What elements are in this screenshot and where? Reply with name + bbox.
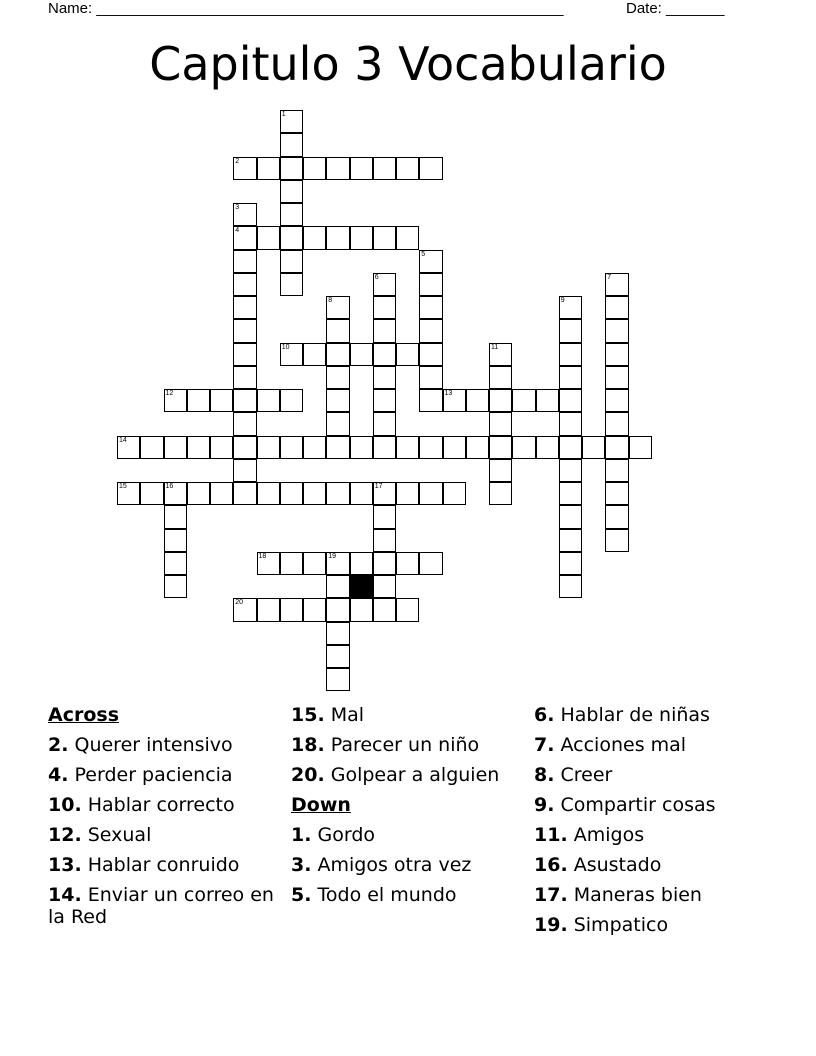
grid-cell[interactable] bbox=[582, 436, 605, 459]
grid-cell[interactable] bbox=[233, 157, 256, 180]
grid-cell[interactable] bbox=[419, 552, 442, 575]
grid-cell[interactable] bbox=[257, 157, 280, 180]
grid-cell[interactable] bbox=[140, 436, 163, 459]
grid-cell[interactable] bbox=[559, 319, 582, 342]
clue-text: Golpear a alguien bbox=[330, 764, 500, 786]
grid-cell[interactable] bbox=[233, 436, 256, 459]
grid-cell[interactable] bbox=[187, 436, 210, 459]
grid-cell[interactable] bbox=[350, 436, 373, 459]
grid-cell[interactable] bbox=[559, 366, 582, 389]
clue-column-3 bbox=[534, 704, 784, 944]
cell-number: 8 bbox=[328, 297, 333, 304]
grid-cell[interactable] bbox=[257, 482, 280, 505]
grid-cell[interactable] bbox=[489, 343, 512, 366]
grid-cell[interactable] bbox=[373, 598, 396, 621]
grid-cell[interactable] bbox=[233, 482, 256, 505]
grid-cell[interactable] bbox=[257, 226, 280, 249]
clue-number: 2. bbox=[48, 734, 69, 756]
grid-cell[interactable] bbox=[257, 436, 280, 459]
clue-text: Querer intensivo bbox=[74, 734, 233, 756]
grid-cell[interactable] bbox=[605, 366, 628, 389]
grid-cell[interactable] bbox=[605, 505, 628, 528]
grid-cell[interactable] bbox=[559, 552, 582, 575]
clue-number: 5. bbox=[291, 884, 312, 906]
grid-cell[interactable] bbox=[489, 389, 512, 412]
clue-text: Maneras bien bbox=[573, 884, 702, 906]
cell-number: 5 bbox=[421, 250, 426, 258]
clue-number: 18. bbox=[291, 734, 325, 756]
grid-cell[interactable] bbox=[257, 389, 280, 412]
grid-cell[interactable] bbox=[326, 482, 349, 505]
clue-column-1 bbox=[48, 704, 278, 936]
grid-cell[interactable] bbox=[280, 552, 303, 575]
grid-cell[interactable] bbox=[326, 622, 349, 645]
down-clue-11 bbox=[534, 824, 784, 846]
clue-text: Compartir cosas bbox=[560, 794, 716, 816]
clue-text: Sexual bbox=[87, 824, 152, 846]
clue-number: 4. bbox=[48, 764, 69, 786]
grid-cell[interactable] bbox=[512, 436, 535, 459]
grid-cell[interactable] bbox=[419, 157, 442, 180]
grid-cell[interactable] bbox=[326, 366, 349, 389]
grid-cell[interactable] bbox=[303, 157, 326, 180]
cell-number: 3 bbox=[235, 204, 240, 211]
down-clue-17 bbox=[534, 884, 784, 906]
grid-cell[interactable] bbox=[164, 529, 187, 552]
grid-cell[interactable] bbox=[419, 389, 442, 412]
grid-cell[interactable] bbox=[210, 436, 233, 459]
across-heading: Across bbox=[48, 704, 120, 726]
grid-cell[interactable] bbox=[443, 482, 466, 505]
grid-cell[interactable] bbox=[373, 482, 396, 505]
grid-cell[interactable] bbox=[326, 598, 349, 621]
grid-cell[interactable] bbox=[443, 436, 466, 459]
grid-cell[interactable] bbox=[303, 343, 326, 366]
grid-cell[interactable] bbox=[373, 412, 396, 435]
clue-number: 20. bbox=[291, 764, 325, 786]
clue-text: Hablar correcto bbox=[87, 794, 235, 816]
across-clue-10 bbox=[48, 794, 278, 816]
cell-number: 14 bbox=[119, 436, 127, 444]
grid-cell[interactable] bbox=[280, 273, 303, 296]
grid-cell[interactable] bbox=[233, 598, 256, 621]
grid-cell[interactable] bbox=[280, 343, 303, 366]
page-title: Capitulo 3 Vocabulario bbox=[149, 37, 667, 91]
grid-cell[interactable] bbox=[536, 436, 559, 459]
grid-cell[interactable] bbox=[396, 436, 419, 459]
clue-number: 6. bbox=[534, 704, 555, 726]
clue-text: Enviar un correo en la Red bbox=[48, 884, 274, 928]
cell-number: 19 bbox=[328, 552, 337, 560]
grid-cell[interactable] bbox=[419, 343, 442, 366]
grid-cell[interactable] bbox=[559, 296, 582, 319]
across-clue-13 bbox=[48, 854, 278, 876]
date-field-label[interactable]: Date: _______ bbox=[626, 0, 725, 17]
clue-text: Parecer un niño bbox=[330, 734, 480, 756]
grid-cell[interactable] bbox=[559, 482, 582, 505]
grid-cell[interactable] bbox=[629, 436, 652, 459]
down-clue-3 bbox=[291, 854, 521, 876]
clue-text: Acciones mal bbox=[560, 734, 687, 756]
grid-cell[interactable] bbox=[489, 412, 512, 435]
grid-cell[interactable] bbox=[373, 319, 396, 342]
grid-cell[interactable] bbox=[280, 250, 303, 273]
grid-cell[interactable] bbox=[559, 529, 582, 552]
grid-cell[interactable] bbox=[489, 436, 512, 459]
grid-cell[interactable] bbox=[350, 552, 373, 575]
grid-cell[interactable] bbox=[164, 436, 187, 459]
grid-cell[interactable] bbox=[419, 366, 442, 389]
clue-text: Creer bbox=[560, 764, 613, 786]
grid-cell[interactable] bbox=[605, 389, 628, 412]
grid-cell[interactable] bbox=[419, 273, 442, 296]
grid-cell[interactable] bbox=[605, 459, 628, 482]
grid-cell[interactable] bbox=[419, 296, 442, 319]
grid-cell[interactable] bbox=[233, 389, 256, 412]
grid-cell[interactable] bbox=[280, 436, 303, 459]
grid-cell[interactable] bbox=[280, 389, 303, 412]
clue-text: Mal bbox=[330, 704, 365, 726]
clue-text: Amigos bbox=[573, 824, 645, 846]
cell-number: 18 bbox=[258, 552, 267, 560]
clue-number: 10. bbox=[48, 794, 82, 816]
grid-cell[interactable] bbox=[396, 157, 419, 180]
grid-cell[interactable] bbox=[605, 296, 628, 319]
grid-cell[interactable] bbox=[303, 552, 326, 575]
grid-cell[interactable] bbox=[605, 319, 628, 342]
grid-cell[interactable] bbox=[326, 436, 349, 459]
grid-cell[interactable] bbox=[605, 273, 628, 296]
grid-cell[interactable] bbox=[350, 343, 373, 366]
grid-cell[interactable] bbox=[233, 203, 256, 226]
grid-cell[interactable] bbox=[233, 459, 256, 482]
grid-cell[interactable] bbox=[280, 226, 303, 249]
grid-cell[interactable] bbox=[350, 482, 373, 505]
grid-cell[interactable] bbox=[257, 598, 280, 621]
grid-cell[interactable] bbox=[326, 389, 349, 412]
grid-cell[interactable] bbox=[605, 436, 628, 459]
clue-text: Hablar de niñas bbox=[560, 704, 710, 726]
grid-cell[interactable] bbox=[419, 482, 442, 505]
grid-cell[interactable] bbox=[605, 343, 628, 366]
grid-cell[interactable] bbox=[280, 482, 303, 505]
grid-cell[interactable] bbox=[210, 389, 233, 412]
cell-number: 17 bbox=[374, 483, 383, 490]
grid-cell[interactable] bbox=[373, 366, 396, 389]
cell-number: 4 bbox=[235, 227, 240, 235]
grid-cell[interactable] bbox=[326, 226, 349, 249]
clue-number: 12. bbox=[48, 824, 82, 846]
grid-cell[interactable] bbox=[326, 296, 349, 319]
grid-cell[interactable] bbox=[396, 552, 419, 575]
clue-number: 17. bbox=[534, 884, 568, 906]
down-clue-8 bbox=[534, 764, 784, 786]
grid-cell[interactable] bbox=[396, 598, 419, 621]
grid-cell[interactable] bbox=[210, 482, 233, 505]
across-clue-14 bbox=[48, 884, 278, 928]
clue-number: 15. bbox=[291, 704, 325, 726]
cell-number: 9 bbox=[560, 297, 565, 304]
grid-cell[interactable] bbox=[303, 226, 326, 249]
grid-cell[interactable] bbox=[164, 505, 187, 528]
cell-number: 13 bbox=[444, 390, 453, 397]
grid-cell[interactable] bbox=[419, 319, 442, 342]
grid-cell[interactable] bbox=[303, 482, 326, 505]
grid-cell[interactable] bbox=[326, 319, 349, 342]
cell-number: 6 bbox=[374, 273, 379, 281]
cell-number: 12 bbox=[165, 390, 174, 397]
grid-cell[interactable] bbox=[489, 482, 512, 505]
grid-cell[interactable] bbox=[466, 389, 489, 412]
grid-cell[interactable] bbox=[373, 273, 396, 296]
across-clue-20 bbox=[291, 764, 521, 786]
cell-number: 1 bbox=[281, 111, 286, 118]
blocked-cell bbox=[350, 575, 373, 598]
across-clue-18 bbox=[291, 734, 521, 756]
grid-cell[interactable] bbox=[257, 552, 280, 575]
across-clue-2 bbox=[48, 734, 278, 756]
grid-cell[interactable] bbox=[559, 436, 582, 459]
grid-cell[interactable] bbox=[326, 157, 349, 180]
grid-cell[interactable] bbox=[303, 598, 326, 621]
grid-cell[interactable] bbox=[233, 250, 256, 273]
clue-number: 14. bbox=[48, 884, 82, 906]
clue-number: 19. bbox=[534, 914, 568, 936]
grid-cell[interactable] bbox=[164, 575, 187, 598]
clue-number: 9. bbox=[534, 794, 555, 816]
clue-text: Gordo bbox=[317, 824, 376, 846]
grid-cell[interactable] bbox=[373, 157, 396, 180]
grid-cell[interactable] bbox=[187, 389, 210, 412]
grid-cell[interactable] bbox=[373, 505, 396, 528]
grid-cell[interactable] bbox=[233, 296, 256, 319]
clue-number: 11. bbox=[534, 824, 568, 846]
name-field-label[interactable]: Name: ________________________________________________________ bbox=[48, 0, 564, 17]
grid-cell[interactable] bbox=[373, 226, 396, 249]
grid-cell[interactable] bbox=[233, 343, 256, 366]
clue-text: Perder paciencia bbox=[74, 764, 233, 786]
grid-cell[interactable] bbox=[233, 366, 256, 389]
grid-cell[interactable] bbox=[326, 552, 349, 575]
grid-cell[interactable] bbox=[605, 482, 628, 505]
grid-cell[interactable] bbox=[280, 598, 303, 621]
grid-cell[interactable] bbox=[326, 645, 349, 668]
grid-cell[interactable] bbox=[373, 575, 396, 598]
grid-cell[interactable] bbox=[536, 389, 559, 412]
grid-cell[interactable] bbox=[326, 412, 349, 435]
down-clue-5 bbox=[291, 884, 521, 906]
grid-cell[interactable] bbox=[373, 436, 396, 459]
grid-cell[interactable] bbox=[559, 389, 582, 412]
grid-cell[interactable] bbox=[117, 482, 140, 505]
across-clue-15 bbox=[291, 704, 521, 726]
grid-cell[interactable] bbox=[559, 505, 582, 528]
grid-cell[interactable] bbox=[164, 389, 187, 412]
clue-text: Asustado bbox=[573, 854, 662, 876]
cell-number: 15 bbox=[119, 483, 127, 490]
grid-cell[interactable] bbox=[559, 343, 582, 366]
down-clue-6 bbox=[534, 704, 784, 726]
cell-number: 16 bbox=[165, 483, 174, 490]
clue-number: 8. bbox=[534, 764, 555, 786]
down-heading: Down bbox=[291, 794, 351, 816]
down-clue-19 bbox=[534, 914, 784, 936]
grid-cell[interactable] bbox=[419, 436, 442, 459]
grid-cell[interactable] bbox=[280, 110, 303, 133]
grid-cell[interactable] bbox=[280, 157, 303, 180]
clue-column-2 bbox=[291, 704, 521, 914]
clue-number: 1. bbox=[291, 824, 312, 846]
grid-cell[interactable] bbox=[326, 668, 349, 691]
grid-cell[interactable] bbox=[489, 459, 512, 482]
grid-cell[interactable] bbox=[164, 552, 187, 575]
grid-cell[interactable] bbox=[303, 436, 326, 459]
grid-cell[interactable] bbox=[559, 412, 582, 435]
grid-cell[interactable] bbox=[140, 482, 163, 505]
grid-cell[interactable] bbox=[396, 482, 419, 505]
grid-cell[interactable] bbox=[559, 459, 582, 482]
grid-cell[interactable] bbox=[605, 529, 628, 552]
grid-cell[interactable] bbox=[373, 296, 396, 319]
across-clue-12 bbox=[48, 824, 278, 846]
grid-cell[interactable] bbox=[233, 412, 256, 435]
clue-text: Amigos otra vez bbox=[317, 854, 472, 876]
grid-cell[interactable] bbox=[396, 343, 419, 366]
grid-cell[interactable] bbox=[605, 412, 628, 435]
grid-cell[interactable] bbox=[373, 552, 396, 575]
grid-cell[interactable] bbox=[233, 273, 256, 296]
grid-cell[interactable] bbox=[373, 389, 396, 412]
clue-text: Todo el mundo bbox=[317, 884, 457, 906]
cell-number: 20 bbox=[235, 599, 244, 607]
grid-cell[interactable] bbox=[350, 226, 373, 249]
cell-number: 7 bbox=[607, 273, 612, 281]
grid-cell[interactable] bbox=[559, 575, 582, 598]
grid-cell[interactable] bbox=[117, 436, 140, 459]
grid-cell[interactable] bbox=[233, 319, 256, 342]
down-clue-1 bbox=[291, 824, 521, 846]
grid-cell[interactable] bbox=[280, 203, 303, 226]
grid-cell[interactable] bbox=[326, 343, 349, 366]
grid-cell[interactable] bbox=[373, 343, 396, 366]
grid-cell[interactable] bbox=[280, 180, 303, 203]
down-clue-9 bbox=[534, 794, 784, 816]
grid-cell[interactable] bbox=[350, 157, 373, 180]
clue-number: 16. bbox=[534, 854, 568, 876]
grid-cell[interactable] bbox=[233, 226, 256, 249]
grid-cell[interactable] bbox=[373, 529, 396, 552]
down-clue-16 bbox=[534, 854, 784, 876]
grid-cell[interactable] bbox=[187, 482, 210, 505]
grid-cell[interactable] bbox=[396, 226, 419, 249]
grid-cell[interactable] bbox=[280, 133, 303, 156]
grid-cell[interactable] bbox=[350, 598, 373, 621]
cell-number: 2 bbox=[235, 157, 240, 165]
clue-number: 13. bbox=[48, 854, 82, 876]
grid-cell[interactable] bbox=[512, 389, 535, 412]
clue-text: Simpatico bbox=[573, 914, 669, 936]
clue-number: 3. bbox=[291, 854, 312, 876]
clue-text: Hablar conruido bbox=[87, 854, 240, 876]
grid-cell[interactable] bbox=[466, 436, 489, 459]
cell-number: 10 bbox=[281, 343, 290, 351]
grid-cell[interactable] bbox=[419, 250, 442, 273]
cell-number: 11 bbox=[491, 343, 499, 351]
grid-cell[interactable] bbox=[164, 482, 187, 505]
grid-cell[interactable] bbox=[326, 575, 349, 598]
grid-cell[interactable] bbox=[489, 366, 512, 389]
across-clue-4 bbox=[48, 764, 278, 786]
grid-cell[interactable] bbox=[443, 389, 466, 412]
down-clue-7 bbox=[534, 734, 784, 756]
clue-number: 7. bbox=[534, 734, 555, 756]
